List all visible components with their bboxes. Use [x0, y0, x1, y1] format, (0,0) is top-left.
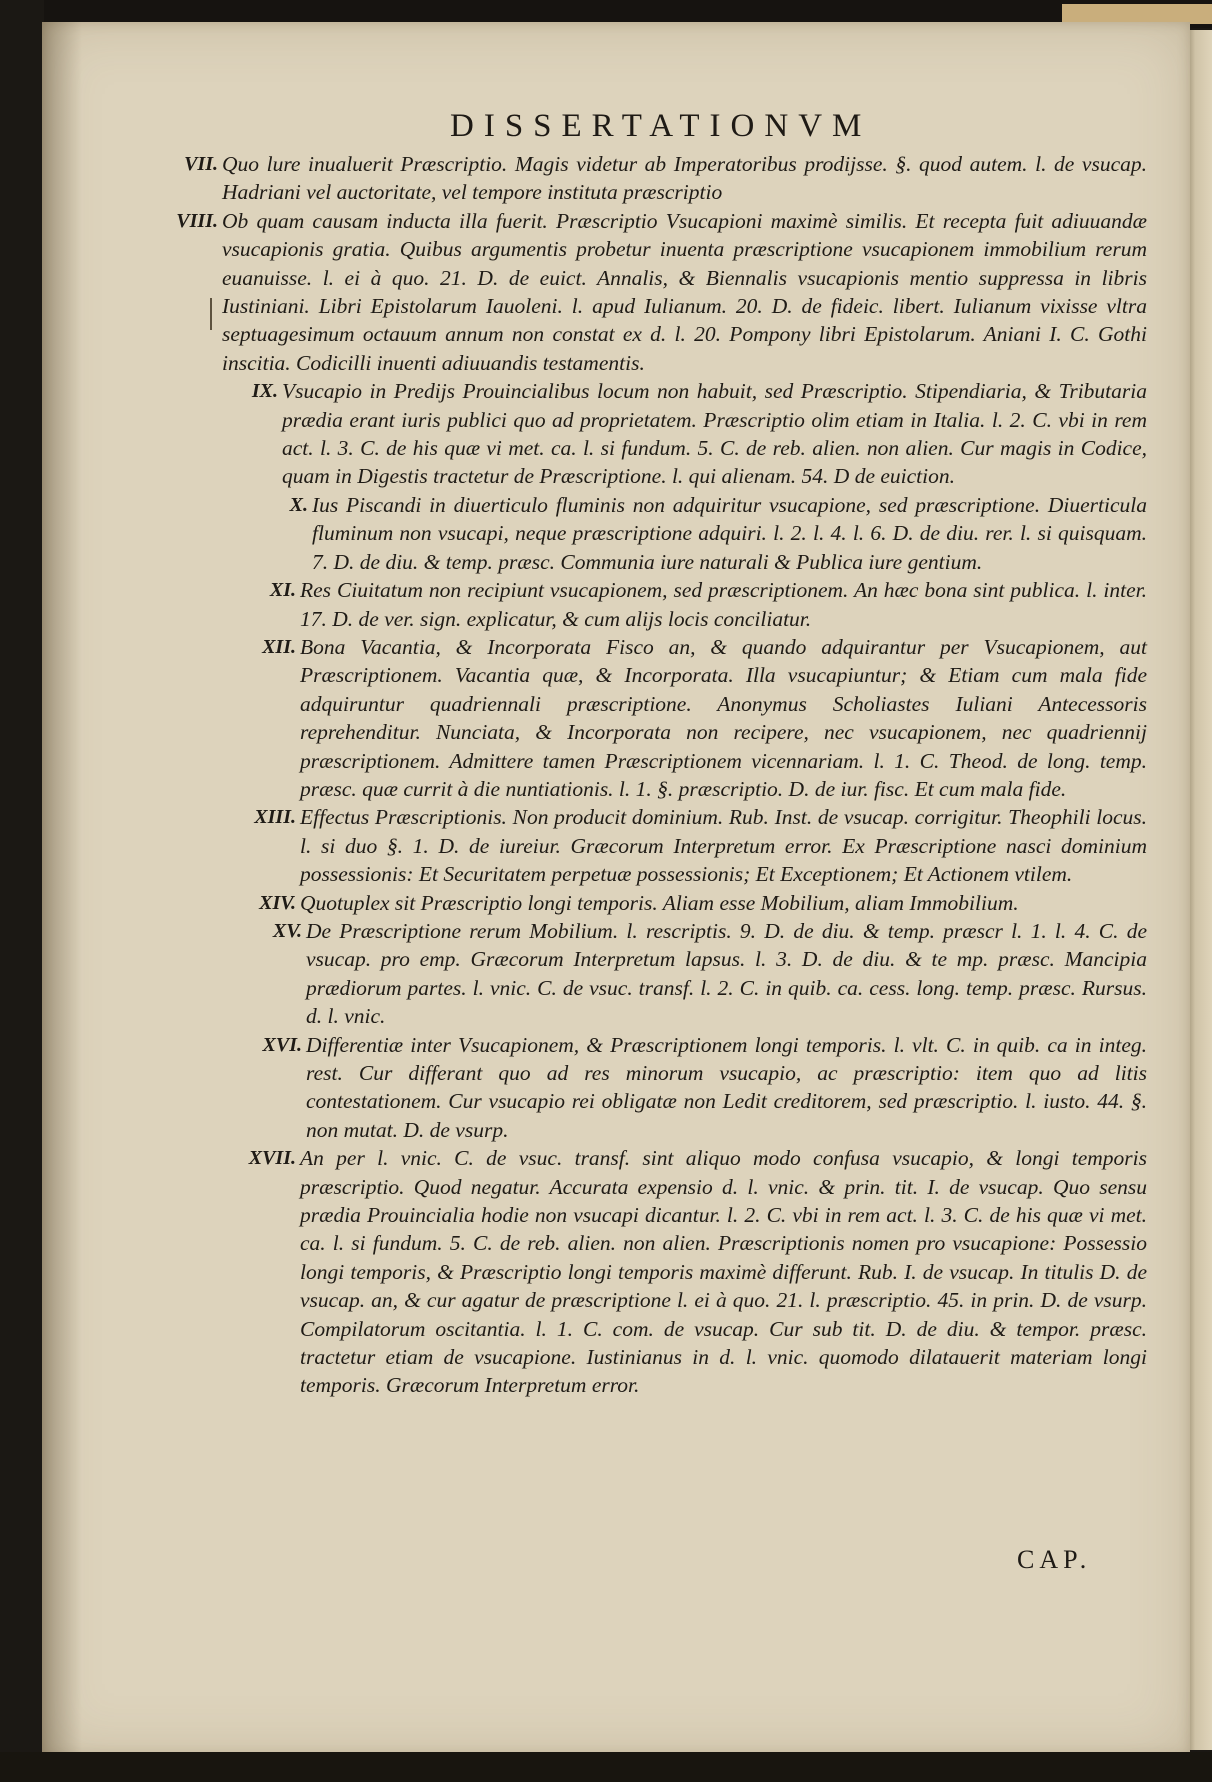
summary-entry	[251, 377, 1147, 491]
entry-text: De Præscriptione rerum Mobilium. l. rescriptis. 9. D. de diu. & temp. præscr l. 1. l. 4. C. de vsucap. pro emp. Græcorum Interpretum lapsus. l. 3. D. de diu. & te mp. præsc. Mancipia prædiorum partes. l. vnic. C. de vsuc. transf. l. 2. C. in quib. ca. cess. long. temp. præsc. Rursus. d. l. vnic.	[306, 918, 1147, 1029]
page-gutter-shadow	[42, 22, 82, 1756]
entry-text: Res Ciuitatum non recipiunt vsucapionem, sed præscriptionem. An hæc bona sint publica. l. inter. 17. D. de ver. sign. explicatur, & cum alijs locis conciliatur.	[300, 578, 1147, 631]
entry-text: Ius Piscandi in diuerticulo fluminis non adquiritur vsucapione, sed præscriptione. Diuerticula fluminum non vsucapi, neque præscriptione adquiri. l. 2. l. 4. l. 6. D. de diu. rer. l. si quisquam. 7. D. de diu. & temp. præsc. Communia iure naturali & Publica iure gentium.	[312, 492, 1147, 574]
binding-tape	[1062, 4, 1212, 24]
summary-entry	[269, 576, 1147, 633]
summary-entry	[259, 889, 1147, 917]
page-header: DISSERTATIONVM	[450, 108, 872, 144]
scan-background-bottom	[0, 1752, 1212, 1782]
entry-text: Differentiæ inter Vsucapionem, & Præscriptionem longi temporis. l. vlt. C. in quib. ca in integ. rest. Cur differant quo ad res minorum vsucapio, ac præscriptio: item quo ad litis contestationem. Cur vsucapio rei obligatæ non Ledit creditorem, sed præscriptio. l. iusto. 44. §. non mutat. D. de vsurp.	[306, 1032, 1147, 1142]
entry-text: Vsucapio in Predijs Prouincialibus locum non habuit, sed Præscriptio. Stipendiaria, & Tributaria prædia erant iuris publici quo ad proprietatem. Præscriptio olim etiam in Italia. l. 2. C. vbi in rem act. l. 3. C. de his quæ vi met. ca. l. si fundum. 5. C. de reb. alien. non alien. Cur magis in Codice, quam in Digestis tractetur de Præscriptione. l. qui alienam. 54. D de euiction.	[282, 379, 1147, 489]
entry-number: XVII.	[248, 1147, 296, 1170]
entry-number: XV.	[272, 919, 302, 942]
scan-background-left	[0, 0, 44, 1782]
entry-number: XIV.	[259, 891, 296, 914]
entry-text: Effectus Præscriptionis. Non producit dominium. Rub. Inst. de vsucap. corrigitur. Theophili locus. l. si duo §. 1. D. de iureiur. Græcorum Interpretum error. Ex Præscriptione nasci dominium possessionis: Et Securitatem perpetuæ possessionis; Et Exceptionem; Et Actionem vtilem.	[300, 805, 1147, 887]
summary-entry	[289, 491, 1147, 576]
entry-text: Quo lure inualuerit Præscriptio. Magis videtur ab Imperatoribus prodijsse. §. quod autem. l. de vsucap. Hadriani vel auctoritate, vel tempore instituta præscriptio	[222, 152, 1147, 205]
summary-entry	[184, 150, 1147, 207]
entry-number: IX.	[251, 380, 278, 403]
margin-mark	[210, 298, 212, 330]
entry-number: VIII.	[176, 209, 218, 232]
summary-entry	[254, 803, 1147, 888]
entry-number: XIII.	[254, 806, 296, 829]
entry-text: An per l. vnic. C. de vsuc. transf. sint aliquo modo confusa vsucapio, & longi temporis præscriptio. Quod negatur. Accurata expensio d. l. vnic. & prin. tit. I. de vsucap. Quo sensu prædia Prouincialia hodie non vsucapi dicantur. l. 2. C. vbi in rem act. l. 3. C. de his quæ vi met. ca. l. si fundum. 5. C. de reb. alien. non alien. Præscriptionis nomen pro vsucapione: Possessio longi temporis, & Præscriptio longi temporis maximè differunt. Rub. I. de vsucap. In titulis D. de vsucap. an, & cur agatur de præscriptione l. ei à quo. 21. l. præscriptio. 45. in prin. D. de vsurp. Compilatorum oscitantia. l. 1. C. com. de vsucap. Cur sub tit. D. de diu. & tempor. præsc. tractetur etiam de vsucapione. Iustinianus in d. l. vnic. quomodo dilatauerit materiam longi temporis. Græcorum Interpretum error.	[300, 1146, 1147, 1398]
summary-entry	[248, 1144, 1147, 1400]
summary-entry	[262, 633, 1147, 803]
summary-entry	[262, 1031, 1147, 1145]
entry-number: XVI.	[262, 1033, 302, 1056]
entry-number: VII.	[184, 153, 218, 175]
entry-number: X.	[289, 493, 308, 516]
entry-number: XI.	[269, 579, 296, 602]
entry-text: Bona Vacantia, & Incorporata Fisco an, & quando adquirantur per Vsucapionem, aut Præscriptionem. Vacantia quæ, & Incorporata. Illa vsucapiuntur; & Etiam cum mala fide adquiruntur quadriennali præscriptione. Anonymus Scholiastes Iuliani Antecessoris reprehenditur. Nunciata, & Incorporata non recipere, nec vsucapionem, nec quadriennij præscriptionem. Admittere tamen Præscriptionem vicennariam. l. 1. C. Theod. de long. temp. præsc. quæ currit à die nuntiationis. l. 1. §. præscriptio. D. de iur. fisc. Et cum mala fide.	[300, 634, 1147, 801]
summary-entry	[272, 917, 1147, 1031]
catchword: CAP.	[1017, 1545, 1092, 1574]
entry-text: Ob quam causam inducta illa fuerit. Præscriptio Vsucapioni maximè similis. Et recepta fuit adiuuandæ vsucapionis gratia. Quibus argumentis probetur inuenta præscriptione vsucapionem immobilium rerum euanuisse. l. ei à quo. 21. D. de euict. Annalis, & Biennalis vsucapionis mentio suppressa in libris Iustiniani. Libri Epistolarum Iauoleni. l. apud Iulianum. 20. D. de fideic. libert. Iulianum vixisse vltra septuagesimum octauum annum non constat ex d. l. 20. Pompony libri Epistolarum. Aniani I. C. Gothi inscitia. Codicilli inuenti adiuuandis testamentis.	[222, 208, 1147, 375]
entry-text: Quotuplex sit Præscriptio longi temporis. Aliam esse Mobilium, aliam Immobilium.	[300, 890, 1019, 915]
summary-entry	[176, 207, 1147, 377]
entry-number: XII.	[262, 635, 296, 658]
chapter-summary-list	[176, 150, 1147, 1400]
